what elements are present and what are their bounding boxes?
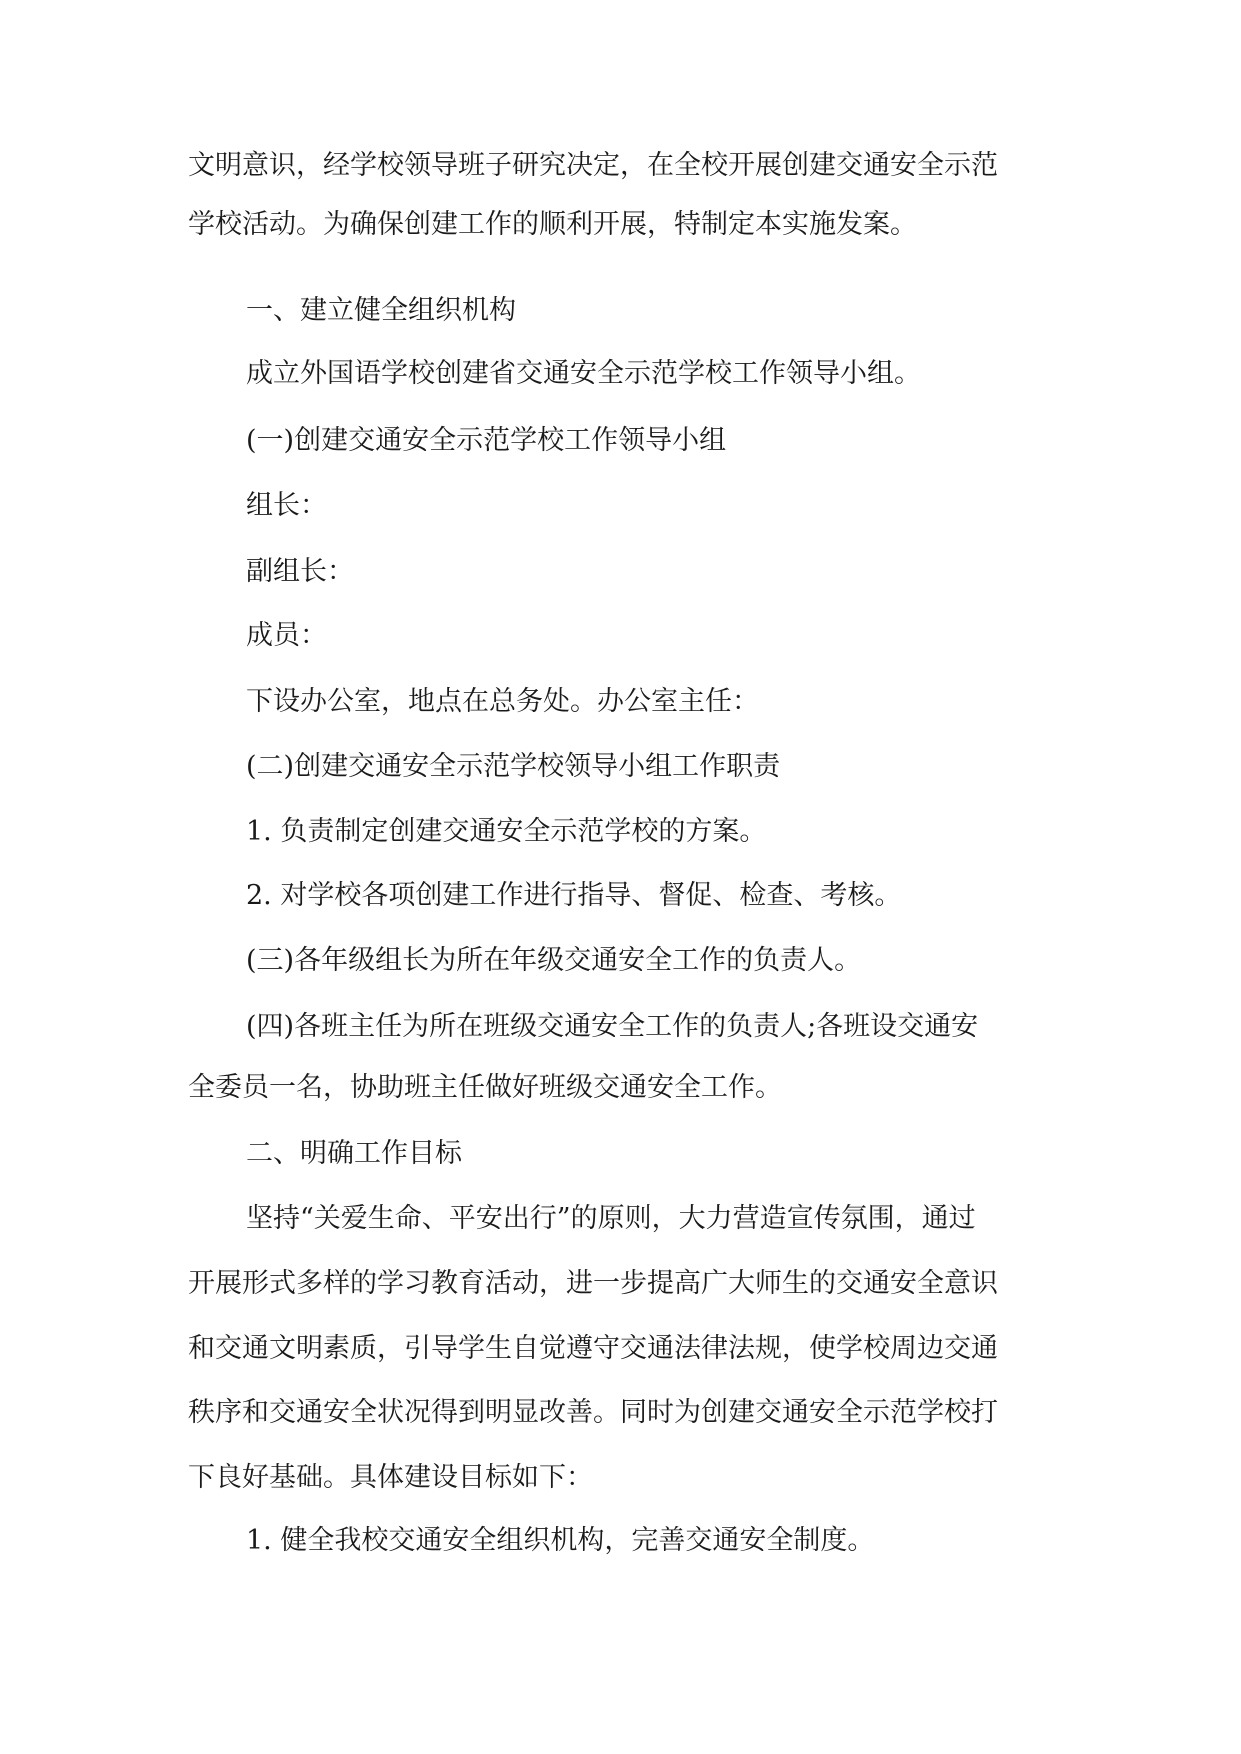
text-line: 下设办公室，地点在总务处。办公室主任： [246,686,759,717]
subsection-heading: (三)各年级组长为所在年级交通安全工作的负责人。 [246,945,862,976]
text-line: 秩序和交通安全状况得到明显改善。同时为创建交通安全示范学校打 [188,1397,998,1428]
list-item: 1. 健全我校交通安全组织机构，完善交通安全制度。 [246,1525,875,1556]
text-line: 下良好基础。具体建设目标如下： [188,1462,593,1493]
text-line: 成立外国语学校创建省交通安全示范学校工作领导小组。 [246,358,921,389]
text-line: 全委员一名，协助班主任做好班级交通安全工作。 [188,1072,782,1103]
subsection-heading: (二)创建交通安全示范学校领导小组工作职责 [246,751,781,782]
subsection-heading: (四)各班主任为所在班级交通安全工作的负责人;各班设交通安 [246,1011,979,1042]
text-line: 和交通文明素质，引导学生自觉遵守交通法律法规，使学校周边交通 [188,1333,998,1364]
subsection-heading: (一)创建交通安全示范学校工作领导小组 [246,425,727,456]
text-line: 组长： [246,490,327,521]
section-heading: 一、建立健全组织机构 [246,295,516,326]
text-line: 开展形式多样的学习教育活动，进一步提高广大师生的交通安全意识 [188,1268,998,1299]
text-line: 学校活动。为确保创建工作的顺利开展，特制定本实施发案。 [188,209,917,240]
list-item: 2. 对学校各项创建工作进行指导、督促、检查、考核。 [246,880,902,911]
text-line: 文明意识，经学校领导班子研究决定，在全校开展创建交通安全示范 [188,150,998,181]
list-item: 1. 负责制定创建交通安全示范学校的方案。 [246,816,767,847]
text-line: 坚持“关爱生命、平安出行”的原则，大力营造宣传氛围，通过 [246,1203,976,1234]
text-line: 副组长： [246,556,354,587]
section-heading: 二、明确工作目标 [246,1138,462,1169]
text-line: 成员： [246,620,327,651]
